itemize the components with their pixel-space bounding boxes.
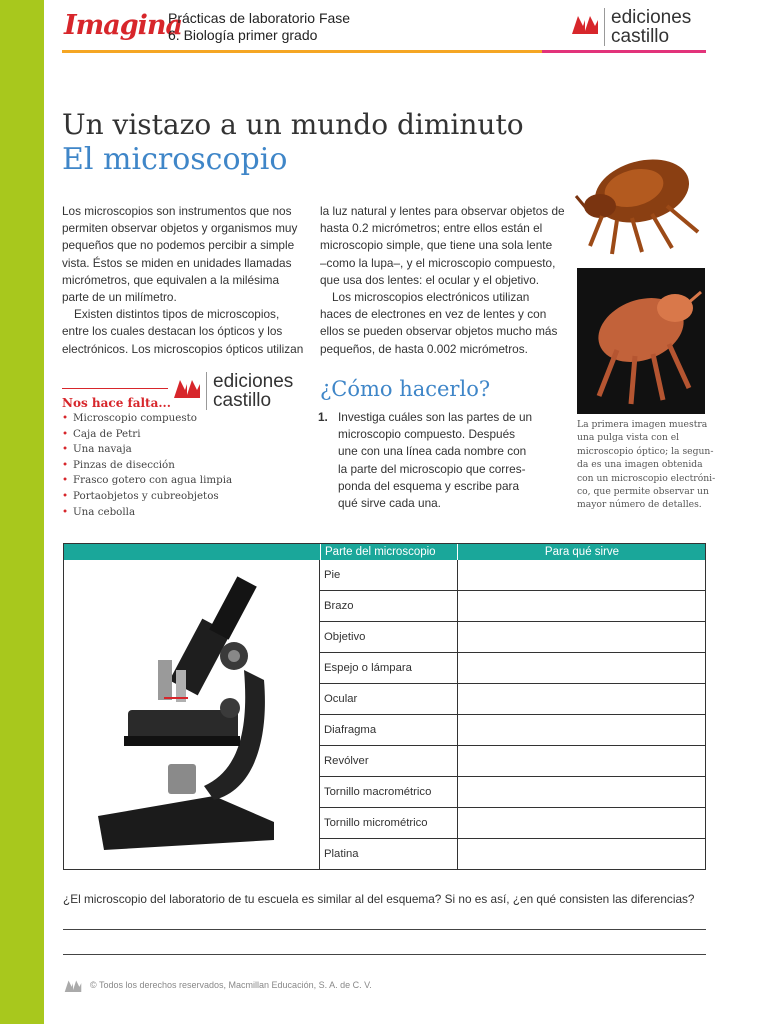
part-name: Tornillo macrométrico: [320, 777, 458, 807]
materials-item-label: Una navaja: [73, 443, 132, 456]
brand-line-1: ediciones: [611, 7, 692, 28]
table-row: [320, 653, 705, 684]
microscope-illustration: [64, 560, 319, 869]
step-line: qué sirve cada una.: [338, 496, 441, 511]
part-name: Objetivo: [320, 622, 458, 652]
ediciones-castillo-logo: [572, 8, 691, 46]
intro-line: haces de electrones en vez de lentes y con: [320, 307, 547, 322]
intro-line: entre los cuales destacan los ópticos y los: [62, 324, 283, 339]
caption-line: co, que permite observar un: [577, 486, 709, 498]
bullet-mark: •: [62, 474, 69, 487]
materials-item: [62, 427, 232, 443]
page-supertitle: Un vistazo a un mundo diminuto: [62, 108, 524, 141]
table-row: [320, 684, 705, 715]
step-text: [338, 409, 532, 512]
brand-line-2: castillo: [611, 26, 670, 47]
header-rule-pink: [542, 50, 706, 53]
page-title: El microscopio: [62, 142, 288, 177]
intro-line: –como la lupa–, y el microscopio compuesto,: [320, 255, 556, 270]
bullet-mark: •: [62, 443, 69, 456]
step-line: microscopio compuesto. Después: [338, 427, 516, 442]
imagina-logo: Imagina: [64, 10, 182, 41]
materials-item-label: Frasco gotero con agua limpia: [73, 474, 233, 487]
caption-line: microscopio óptico; la segun-: [577, 445, 714, 457]
header-rule-orange: [62, 50, 542, 53]
bullet-mark: •: [62, 412, 69, 424]
materials-item: [62, 473, 232, 489]
intro-line: pequeños, de hasta 0.002 micrómetros.: [320, 341, 528, 356]
procedure-step: [318, 409, 532, 512]
castillo-mark-icon: [63, 978, 83, 992]
materials-title: Nos hace falta...: [62, 396, 171, 410]
intro-line: electrónicos. Los microscopios ópticos utilizan: [62, 341, 304, 356]
part-name: Espejo o lámpara: [320, 653, 458, 683]
materials-item: [62, 411, 232, 427]
materials-item: [62, 505, 232, 521]
castillo-mark-icon: [174, 376, 200, 398]
answer-line[interactable]: [63, 929, 706, 930]
copyright-footer: [63, 978, 372, 992]
bullet-mark: •: [62, 505, 69, 518]
materials-item: [62, 489, 232, 505]
intro-left-column: [62, 203, 312, 358]
materials-item-label: Una cebolla: [73, 505, 136, 518]
intro-line: la luz natural y lentes para observar objetos de: [320, 204, 565, 218]
intro-line: pequeños que no podemos percibir a simple: [62, 238, 295, 253]
reflection-question: ¿El microscopio del laboratorio de tu escuela es similar al del esquema? Si no es así, ¿en qué consisten las diferencias?: [63, 892, 695, 906]
intro-line: Los microscopios son instrumentos que nos: [62, 204, 292, 218]
bullet-mark: •: [62, 458, 69, 471]
caption-line: La primera imagen muestra: [577, 419, 708, 430]
table-row: [320, 746, 705, 777]
brand-divider: [206, 372, 207, 410]
step-line: la parte del microscopio que corres-: [338, 461, 526, 476]
side-color-bar: [0, 0, 44, 1024]
brand-words: [611, 8, 691, 46]
caption-line: una pulga vista con el: [577, 432, 680, 444]
part-name: Pie: [320, 560, 458, 590]
intro-line: permiten observar objetos y organismos muy: [62, 221, 298, 236]
bullet-mark: •: [62, 489, 69, 502]
brand-words: [213, 372, 293, 410]
brand-divider: [604, 8, 605, 46]
part-name: Tornillo micrométrico: [320, 808, 458, 838]
brand-line-2: castillo: [213, 390, 272, 411]
materials-item-label: Portaobjetos y cubreobjetos: [73, 489, 219, 502]
header-line-2: 6. Biología primer grado: [168, 27, 318, 43]
table-row: [320, 622, 705, 653]
photo-caption: [577, 418, 715, 512]
header-line-1: Prácticas de laboratorio Fase: [168, 10, 351, 26]
part-name: Revólver: [320, 746, 458, 776]
step-number: 1.: [318, 410, 328, 424]
materials-item-label: Caja de Petri: [73, 427, 141, 440]
intro-line: hasta 0.2 micrómetros; entre ellos están el: [320, 221, 543, 236]
microscope-diagram-cell: [64, 560, 320, 869]
ediciones-castillo-logo-mid: [174, 372, 293, 410]
part-name: Platina: [320, 839, 458, 869]
flea-optical-photo: [572, 136, 706, 260]
intro-line: parte de un milímetro.: [62, 290, 177, 305]
header-subject: [168, 10, 350, 44]
materials-list: [62, 411, 232, 520]
col-header-use: Para qué sirve: [457, 544, 706, 560]
table-row: [320, 777, 705, 808]
intro-line: Existen distintos tipos de microscopios,: [74, 307, 280, 322]
step-line: ponda del esquema y escribe para: [338, 478, 520, 493]
caption-line: mayor número de detalles.: [577, 499, 702, 511]
part-name: Brazo: [320, 591, 458, 621]
procedure-title: ¿Cómo hacerlo?: [320, 377, 491, 401]
materials-item-label: Microscopio compuesto: [73, 412, 198, 424]
table-row: [320, 808, 705, 839]
intro-line: micrómetros, que equivalen a la milésima: [62, 272, 280, 287]
materials-item: [62, 442, 232, 458]
intro-right-column: [320, 203, 570, 358]
microscope-parts-table: [63, 543, 706, 870]
col-header-part: Parte del microscopio: [320, 544, 462, 560]
answer-line[interactable]: [63, 954, 706, 955]
castillo-mark-icon: [572, 12, 598, 34]
step-line: Investiga cuáles son las partes de un: [338, 410, 533, 424]
bullet-mark: •: [62, 427, 69, 440]
part-name: Diafragma: [320, 715, 458, 745]
flea-electron-photo: [577, 268, 705, 414]
materials-item-label: Pinzas de disección: [73, 458, 175, 471]
intro-line: microscopio simple, que tiene una sola lente: [320, 238, 553, 253]
table-row: [320, 591, 705, 622]
intro-line: Los microscopios electrónicos utilizan: [332, 290, 530, 305]
caption-line: con un microscopio electróni-: [577, 472, 716, 484]
brand-line-1: ediciones: [213, 371, 294, 392]
table-row: [320, 560, 705, 591]
step-line: une con una línea cada nombre con: [338, 444, 527, 459]
table-header: [64, 544, 705, 560]
part-name: Ocular: [320, 684, 458, 714]
materials-rule: [62, 388, 168, 389]
materials-item: [62, 458, 232, 474]
intro-line: que usa dos lentes: el ocular y el objetivo.: [320, 272, 540, 287]
intro-line: ellos se pueden observar objetos mucho más: [320, 324, 558, 339]
table-row: [320, 715, 705, 746]
table-row: [320, 839, 705, 869]
copyright-text: © Todos los derechos reservados, Macmillan Educación, S. A. de C. V.: [90, 980, 372, 990]
caption-line: da es una imagen obtenida: [577, 459, 703, 471]
intro-line: vista. Éstos se miden en unidades llamadas: [62, 255, 292, 270]
